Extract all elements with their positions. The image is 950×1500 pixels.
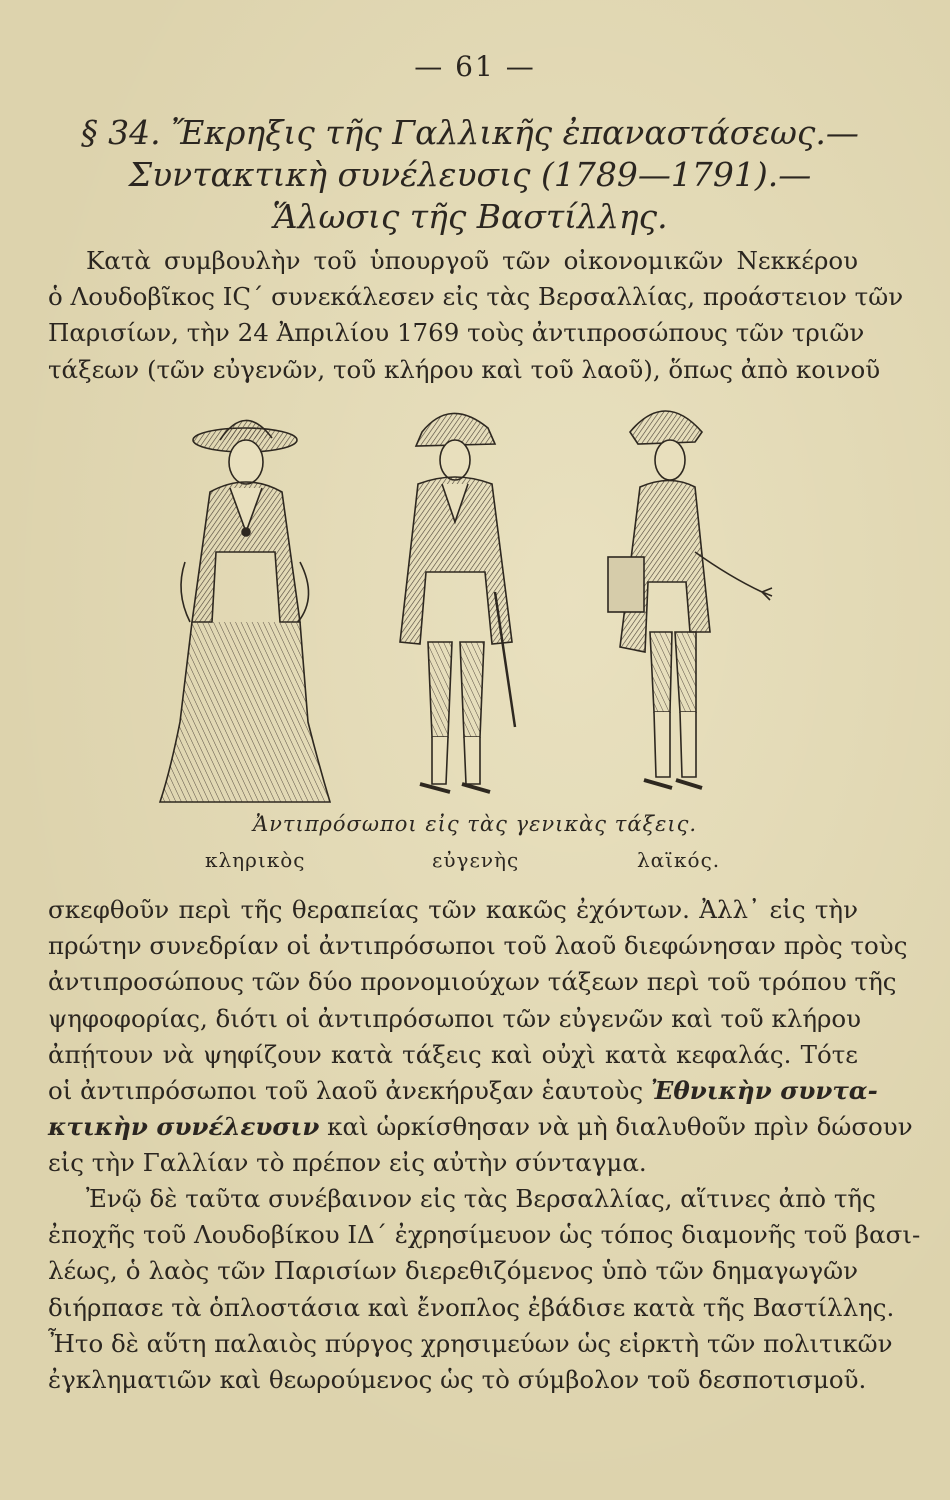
text-line: ἀπῄτουν νὰ ψηφίζουν κατὰ τάξεις καὶ οὐχὶ κατὰ κεφαλάς. Τότε	[48, 1039, 858, 1069]
text-line: σκεφθοῦν περὶ τῆς θεραπείας τῶν κακῶς ἐχόντων. Ἀλλ᾽ εἰς τὴν	[48, 895, 858, 924]
text-line	[48, 1109, 913, 1145]
paragraph-1	[48, 243, 904, 388]
costume-illustration	[150, 392, 800, 812]
section-heading-line-1: § 34. Ἔκρηξις τῆς Γαλλικῆς ἐπαναστάσεως.—	[81, 113, 859, 152]
text-line: ἐγκληματιῶν καὶ θεωρούμενος ὡς τὸ σύμβολον τοῦ δεσποτισμοῦ.	[48, 1365, 867, 1395]
text-line: διήρπασε τὰ ὁπλοστάσια καὶ ἔνοπλος ἐβάδισε κατὰ τῆς Βαστίλλης.	[48, 1292, 895, 1322]
paragraph-2	[48, 892, 913, 1182]
nobleman-figure	[400, 413, 515, 792]
paragraph-3	[48, 1181, 921, 1398]
text-run: οἱ ἀντιπρόσωποι τοῦ λαοῦ ἀνεκήρυξαν ἑαυτοὺς	[48, 1076, 651, 1106]
three-figures-engraving	[150, 392, 800, 812]
text-line: εἰς τὴν Γαλλίαν τὸ πρέπον εἰς αὐτὴν σύνταγμα.	[48, 1148, 647, 1178]
label-cleric: κληρικὸς	[205, 848, 306, 872]
text-line: Κατὰ συμβουλὴν τοῦ ὑπουργοῦ τῶν οἰκονομικῶν Νεκκέρου	[86, 246, 858, 275]
label-layman: λαϊκός.	[637, 848, 721, 872]
cleric-figure	[160, 420, 330, 802]
text-line: ἀντιπροσώπους τῶν δύο προνομιούχων τάξεων περὶ τοῦ τρόπου τῆς	[48, 967, 897, 997]
text-line: Παρισίων, τὴν 24 Ἀπριλίου 1769 τοὺς ἀντιπροσώπους τῶν τριῶν	[48, 318, 865, 348]
text-line: Ἐνῷ δὲ ταῦτα συνέβαινον εἰς τὰς Βερσαλλίας, αἵτινες ἀπὸ τῆς	[86, 1184, 876, 1213]
text-line: ψηφοφορίας, διότι οἱ ἀντιπρόσωποι τῶν εὐγενῶν καὶ τοῦ κλήρου	[48, 1003, 862, 1033]
text-line: Ἦτο δὲ αὕτη παλαιὸς πύργος χρησιμεύων ὡς εἱρκτὴ τῶν πολιτικῶν	[48, 1328, 893, 1358]
text-run: καὶ ὡρκίσθησαν νὰ μὴ διαλυθοῦν πρὶν δώσουν	[319, 1112, 913, 1142]
figure-labels	[0, 848, 950, 878]
label-nobleman: εὐγενὴς	[432, 848, 520, 872]
text-line: ὁ Λουδοβῖκος ΙϚ΄ συνεκάλεσεν εἰς τὰς Βερσαλλίας, προάστειον τῶν	[48, 282, 904, 312]
text-line: τάξεων (τῶν εὐγενῶν, τοῦ κλήρου καὶ τοῦ λαοῦ), ὅπως ἀπὸ κοινοῦ	[48, 354, 881, 384]
page-number: — 61 —	[414, 50, 536, 83]
section-heading-line-2: Συντακτικὴ συνέλευσις (1789—1791).—	[128, 155, 812, 194]
text-line: ἐποχῆς τοῦ Λουδοβίκου ΙΔ΄ ἐχρησίμευον ὡς τόπος διαμονῆς τοῦ βασι-	[48, 1220, 921, 1250]
emphasis-national-assembly-cont: κτικὴν συνέλευσιν	[48, 1112, 320, 1142]
emphasis-national-assembly: Ἐθνικὴν συντα-	[650, 1076, 878, 1106]
text-line	[48, 1073, 878, 1109]
figure-caption: Ἀντιπρόσωποι εἰς τὰς γενικὰς τάξεις.	[252, 812, 698, 836]
section-heading-line-3: Ἅλωσις τῆς Βαστίλλης.	[272, 197, 668, 236]
text-line: λέως, ὁ λαὸς τῶν Παρισίων διερεθιζόμενος ὑπὸ τῶν δημαγωγῶν	[48, 1256, 858, 1286]
text-line: πρώτην συνεδρίαν οἱ ἀντιπρόσωποι τοῦ λαοῦ διεφώνησαν πρὸς τοὺς	[48, 931, 908, 961]
layman-figure	[608, 411, 772, 788]
